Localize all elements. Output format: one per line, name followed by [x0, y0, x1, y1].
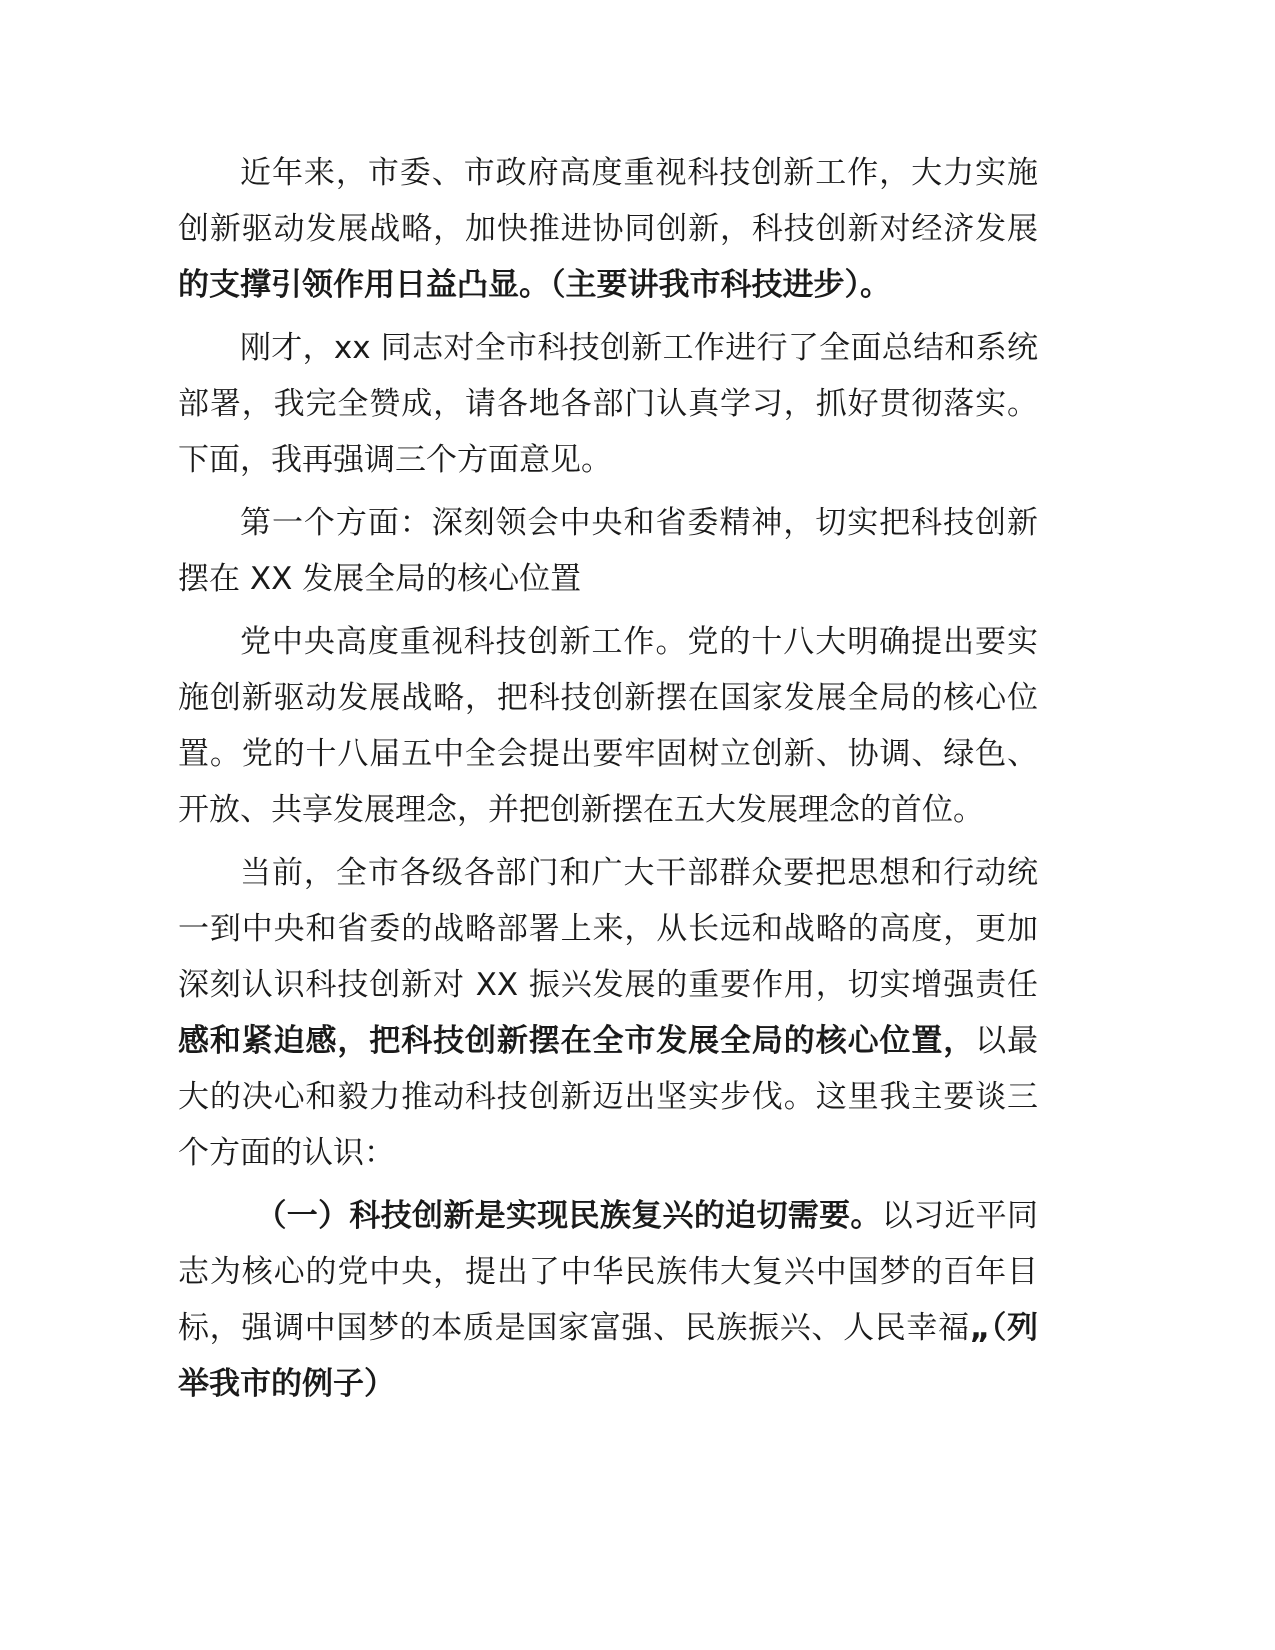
point-one-example-note: „（列举我市的例子） [178, 1310, 1038, 1402]
point-one-text: 以习近平同志为核心的党中央，提出了中华民族伟大复兴中国梦的百年目标，强调中国梦的本质是国家富强、民族振兴、人民幸福 [178, 1198, 1038, 1346]
paragraph-intro-text: 近年来，市委、市政府高度重视科技创新工作，大力实施创新驱动发展战略，加快推进协同创新，科技创新对经济发展 [178, 155, 1038, 247]
paragraph-current-tasks-bold: 感和紧迫感，把科技创新摆在全市发展全局的核心位置， [178, 1023, 976, 1059]
paragraph-current-tasks-text-a: 当前，全市各级各部门和广大干部群众要把思想和行动统一到中央和省委的战略部署上来，从长远和战略的高度，更加深刻认识科技创新对 XX 振兴发展的重要作用，切实增强责任 [178, 855, 1038, 1003]
paragraph-central-committee: 党中央高度重视科技创新工作。党的十八大明确提出要实施创新驱动发展战略，把科技创新摆在国家发展全局的核心位置。党的十八届五中全会提出要牢固树立创新、协调、绿色、开放、共享发展理念，并把创新摆在五大发展理念的首位。 [178, 624, 1038, 828]
paragraph-point-one [178, 1188, 1038, 1412]
paragraph-intro [178, 145, 1038, 313]
paragraph-current-tasks [178, 845, 1038, 1181]
document-page [178, 145, 1038, 1419]
paragraph-agreement: 刚才，xx 同志对全市科技创新工作进行了全面总结和系统部署，我完全赞成，请各地各部门认真学习，抓好贯彻落实。下面，我再强调三个方面意见。 [178, 330, 1038, 478]
point-one-heading: （一）科技创新是实现民族复兴的迫切需要。 [255, 1198, 882, 1234]
section-heading-first-aspect: 第一个方面：深刻领会中央和省委精神，切实把科技创新摆在 XX 发展全局的核心位置 [178, 505, 1038, 597]
paragraph-intro-bold: 的支撑引领作用日益凸显。（主要讲我市科技进步）。 [178, 267, 891, 303]
paragraph-current-tasks-text-b: 以最大的决心和毅力推动科技创新迈出坚实步伐。这里我主要谈三个方面的认识： [178, 1023, 1039, 1171]
